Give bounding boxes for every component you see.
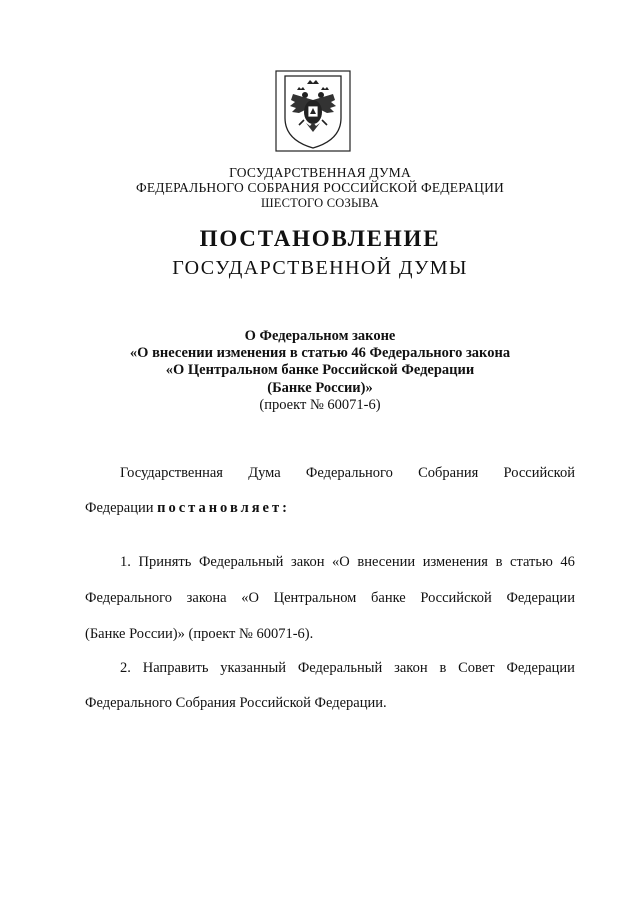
subject-line-1: О Федеральном законе	[244, 328, 396, 344]
word: Принять	[138, 554, 192, 570]
intro-line-2	[85, 500, 575, 517]
word: статью	[510, 554, 553, 570]
word: «О	[332, 554, 350, 570]
word: закон	[290, 554, 325, 570]
word: 2.	[120, 660, 131, 676]
intro-line-1	[120, 465, 575, 482]
word: Центральном	[273, 590, 357, 606]
word: Дума	[248, 465, 281, 481]
word: указанный	[220, 660, 286, 676]
word: в	[439, 660, 447, 676]
item-1-line-1	[120, 554, 575, 571]
subject-line-4: (Банке России)»	[267, 380, 373, 396]
word: Совет	[458, 660, 495, 676]
word: закона	[186, 590, 227, 606]
word: 1.	[120, 554, 131, 570]
item-1-line-3: (Банке России)» (проект № 60071-6).	[85, 626, 314, 642]
word: в	[495, 554, 503, 570]
word: 46	[560, 554, 575, 570]
document-organization-title: ГОСУДАРСТВЕННОЙ ДУМЫ	[172, 257, 468, 279]
word: Направить	[142, 660, 209, 676]
word: Федеральный	[198, 554, 284, 570]
parliament-name: ГОСУДАРСТВЕННАЯ ДУМА	[229, 165, 411, 180]
word: внесении	[357, 554, 416, 570]
word: Федерального	[85, 590, 173, 606]
item-2-line-2: Федерального Собрания Российской Федерации.	[85, 695, 387, 711]
assembly-name: ФЕДЕРАЛЬНОГО СОБРАНИЯ РОССИЙСКОЙ ФЕДЕРАЦИИ	[136, 180, 504, 195]
word: Российской	[420, 590, 492, 606]
project-number: (проект № 60071-6)	[259, 397, 381, 413]
word: Собрания	[418, 465, 479, 481]
word: Федерального	[305, 465, 393, 481]
coat-of-arms-emblem	[275, 70, 351, 152]
document-type-title: ПОСТАНОВЛЕНИЕ	[199, 226, 441, 251]
subject-line-2: «О внесении изменения в статью 46 Федерального закона	[129, 345, 511, 361]
word: Федеральный	[297, 660, 383, 676]
subject-line-3: «О Центральном банке Российской Федерации	[165, 362, 475, 378]
word: банке	[371, 590, 406, 606]
item-2-line-1	[120, 660, 575, 677]
item-1-line-2	[85, 590, 575, 607]
word: закон	[394, 660, 428, 676]
word: Государственная	[120, 465, 223, 481]
word: изменения	[422, 554, 488, 570]
convocation: ШЕСТОГО СОЗЫВА	[260, 196, 380, 210]
word: «О	[241, 590, 259, 606]
word: Российской	[503, 465, 575, 481]
intro-prefix: Федерации	[85, 500, 158, 516]
intro-verb: постановляет:	[157, 500, 290, 516]
word: Федерации	[506, 590, 575, 606]
word: Федерации	[506, 660, 575, 676]
